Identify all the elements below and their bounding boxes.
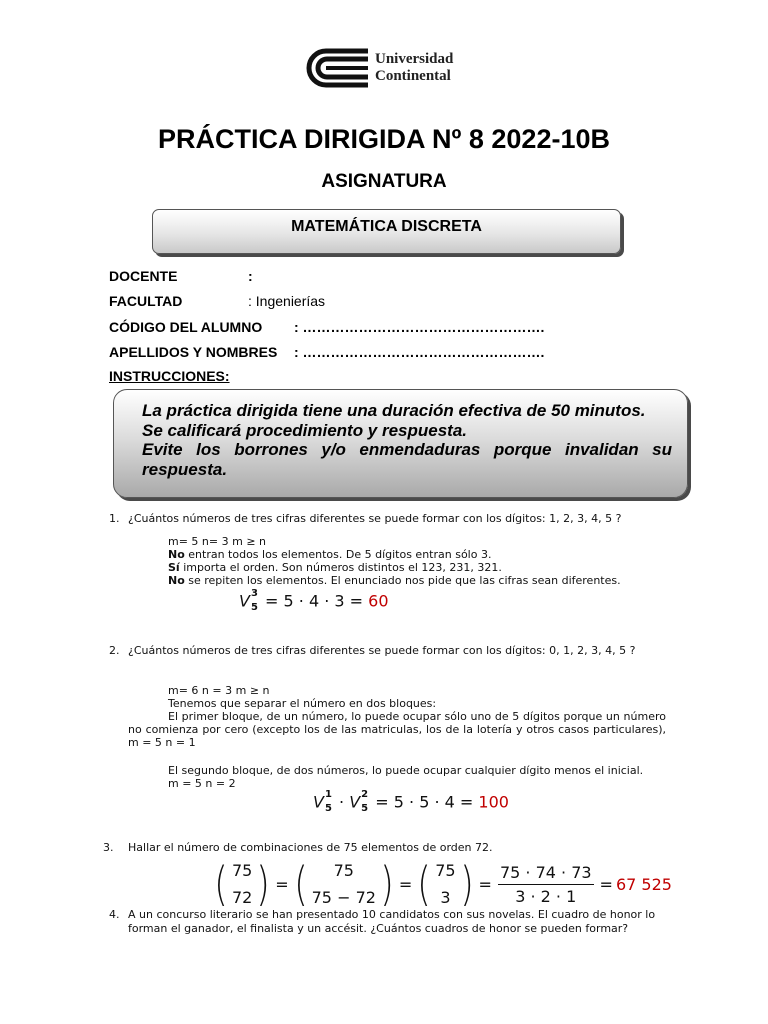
q1-line-2: [168, 548, 668, 561]
instructions-box: [113, 389, 688, 498]
q3-binom-3-bot: 3: [440, 888, 451, 907]
course-title: MATEMÁTICA DISCRETA: [291, 218, 482, 235]
q1-line-4: [168, 574, 668, 587]
continental-logo-icon: [302, 47, 372, 89]
docente-value: :: [248, 268, 253, 284]
q3-binom-2: ( 75 75 − 72 ): [293, 857, 394, 911]
q3-binom-3: ( 75 3 ): [417, 857, 474, 911]
q1-text: ¿Cuántos números de tres cifras diferentes se puede formar con los dígitos: 1, 2, 3, 4, 5 ?: [128, 512, 622, 525]
page-title: PRÁCTICA DIRIGIDA Nº 8 2022-10B: [158, 124, 610, 154]
q3-binom-1: ( 75 72 ): [214, 857, 271, 911]
facultad-value-text: : Ingenierías: [248, 293, 326, 309]
q3-fraction-den: 3 · 2 · 1: [515, 886, 577, 906]
q3-binom-3-top: 75: [435, 861, 456, 880]
instruction-line-3: Evite los borrones y/o enmendaduras porque invalidan su respuesta.: [142, 440, 672, 479]
q3-number: 3.: [103, 841, 114, 854]
q1-line-2-bold: No: [168, 548, 185, 561]
q3-formula: [212, 859, 672, 909]
q3-result: 67 525: [615, 874, 672, 894]
q3-eq-2: =: [398, 874, 413, 894]
q1-line-3-rest: importa el orden. Son números distintos el 123, 231, 321.: [179, 561, 502, 574]
q2-line-1: m= 6 n = 3 m ≥ n: [168, 684, 270, 697]
subject-label: ASIGNATURA: [321, 171, 447, 192]
q1-answer: [168, 535, 668, 587]
q1-line-4-rest: se repiten los elementos. El enunciado nos pide que las cifras sean diferentes.: [184, 574, 621, 587]
q1-formula-result: 60: [368, 591, 389, 611]
codigo-label: CÓDIGO DEL ALUMNO: [109, 319, 263, 335]
logo-line-1: Universidad: [375, 51, 454, 67]
q2-text: ¿Cuántos números de tres cifras diferentes se puede formar con los dígitos: 0, 1, 2, 3, 4, 5 ?: [128, 644, 636, 657]
instruction-line-2: Se calificará procedimiento y respuesta.: [142, 420, 468, 440]
logo-wordmark: [375, 51, 453, 85]
q1-line-3: [168, 561, 668, 574]
q2-line-2: Tenemos que separar el número en dos bloques:: [168, 697, 437, 710]
q3-binom-1-top: 75: [231, 861, 253, 880]
q2-answer-c: [168, 764, 668, 790]
q2-answer-b: [128, 697, 666, 749]
q2-line-4: El segundo bloque, de dos números, lo puede ocupar cualquier dígito menos el inicial.: [168, 764, 644, 777]
q2-line-3: El primer bloque, de un número, lo puede ocupar sólo uno de 5 dígitos porque un número no comienza por cero (excepto los de las matriculas, los de la lotería y otros casos particulares), m = 5 n = 1: [128, 710, 666, 749]
instructions-text: [142, 401, 672, 479]
q1-formula-sub: 5: [250, 602, 258, 613]
q3-eq-3: =: [478, 874, 492, 894]
nombres-label: APELLIDOS Y NOMBRES: [109, 344, 278, 360]
instrucciones-label: INSTRUCCIONES:: [109, 368, 230, 384]
q1-formula-v: V: [239, 591, 250, 611]
instruction-line-1: La práctica dirigida tiene una duración efectiva de 50 minutos.: [142, 401, 646, 420]
q3-binom-2-top: 75: [333, 861, 354, 880]
q1-formula-sup: 3: [250, 588, 258, 599]
q3-binom-2-bot: 75 − 72: [311, 888, 376, 907]
q1-line-1: m= 5 n= 3 m ≥ n: [168, 535, 267, 548]
logo-line-2: Continental: [375, 68, 451, 84]
q3-eq-1: =: [275, 874, 289, 894]
q3-fraction: [495, 863, 597, 906]
q2-formula-sup1: 1: [324, 789, 332, 800]
docente-label: DOCENTE: [109, 268, 178, 284]
q2-formula: [313, 791, 509, 815]
q2-answer-a: [168, 684, 666, 697]
q1-line-4-bold: No: [168, 574, 185, 587]
q2-formula-sup2: 2: [361, 789, 369, 800]
q4-text: A un concurso literario se han presentado 10 candidatos con sus novelas. El cuadro de honor lo forman el ganador, el finalista y un accésit. ¿Cuántos cuadros de honor se pueden formar?: [128, 908, 656, 935]
q2-formula-expr: = 5 · 5 · 4 =: [370, 792, 479, 812]
nombres-value: : …………………………………………….: [294, 344, 545, 360]
facultad-value: [248, 293, 325, 309]
q2-formula-result: 100: [478, 792, 509, 812]
q1-line-3-bold: Sí: [168, 561, 180, 574]
q2-formula-sub1: 5: [324, 803, 332, 814]
q3-fraction-num: 75 · 74 · 73: [498, 863, 594, 885]
codigo-value: : …………………………………………….: [294, 319, 545, 335]
q2-formula-dot: ·: [333, 792, 350, 812]
q3-binom-1-bot: 72: [231, 888, 253, 907]
q2-formula-sub2: 5: [361, 803, 369, 814]
q2-formula-v2: V: [349, 792, 361, 812]
q1-formula-expr: = 5 · 4 · 3 =: [259, 591, 369, 611]
q1-line-2-rest: entran todos los elementos. De 5 dígitos entran sólo 3.: [184, 548, 492, 561]
q1-number: 1.: [109, 512, 120, 525]
facultad-label: FACULTAD: [109, 293, 183, 309]
q2-number: 2.: [109, 644, 120, 657]
q2-formula-v1: V: [313, 792, 324, 812]
q2-line-5: m = 5 n = 2: [168, 777, 236, 790]
q3-text: Hallar el número de combinaciones de 75 elementos de orden 72.: [128, 841, 493, 854]
q1-formula: [239, 590, 389, 614]
q4-number: 4.: [109, 908, 120, 921]
q3-eq-4: =: [599, 874, 613, 894]
